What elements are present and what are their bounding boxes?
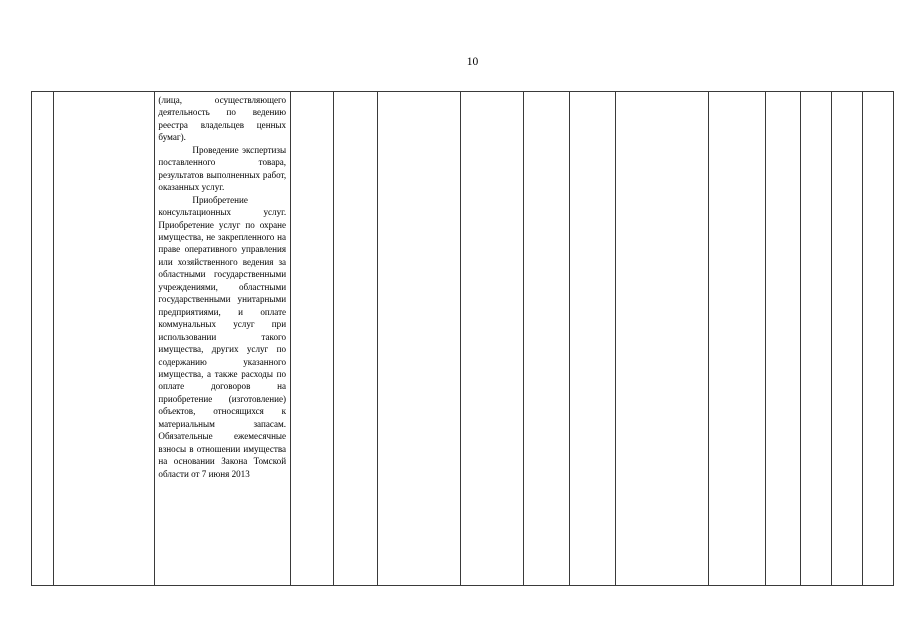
table-cell-empty (863, 92, 894, 586)
table-cell-empty (377, 92, 461, 586)
table-cell-empty (461, 92, 523, 586)
description-paragraph: Проведение экспертизы поставленного товара, результатов выполненных работ, оказанных услуг. (158, 144, 287, 193)
table-cell-empty (54, 92, 155, 586)
table-cell-empty (523, 92, 569, 586)
table-cell-empty (333, 92, 377, 586)
description-paragraph: Приобретение консультационных услуг. Приобретение услуг по охране имущества, не закрепленного на праве оперативного управления или хозяйственного ведения за областными государственными учреждениями, областными государственными унитарными предприятиями, и оплате коммунальных услуг при использовании такого имущества, других услуг по содержанию указанного имущества, а также расходы по оплате договоров на приобретение (изготовление) объектов, относящихся к материальным запасам. Обязательные ежемесячные взносы в отношении имущества на основании Закона Томской области от 7 июня 2013 (158, 194, 287, 479)
table-cell-empty (766, 92, 801, 586)
page-number: 10 (466, 56, 479, 68)
table-cell-empty (32, 92, 54, 586)
table-row (32, 92, 894, 586)
budget-table (31, 91, 894, 586)
table-cell-empty (569, 92, 616, 586)
table-cell-empty (616, 92, 709, 586)
description-cell (155, 92, 291, 586)
table-cell-empty (291, 92, 334, 586)
description-paragraph: (лица, осуществляющего деятельность по ведению реестра владельцев ценных бумаг). (158, 95, 287, 143)
table-cell-empty (831, 92, 863, 586)
table-cell-empty (801, 92, 832, 586)
table-cell-empty (709, 92, 766, 586)
